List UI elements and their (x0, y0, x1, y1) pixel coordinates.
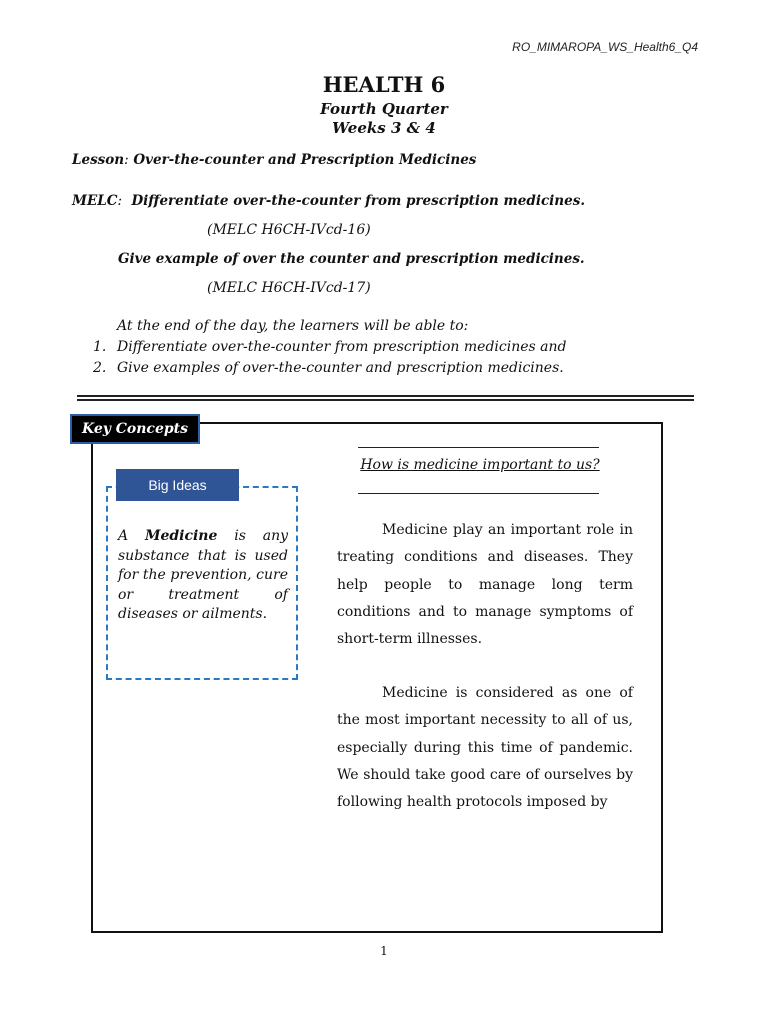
definition-term: Medicine (144, 528, 218, 544)
melc-colon: : (117, 193, 123, 209)
paragraph-1: Medicine play an important role in treating conditions and diseases. They help people to manage long term conditions and to manage symptoms of short-term illnesses. (337, 522, 633, 648)
divider-bottom (77, 399, 694, 401)
lesson-label: Lesson (72, 152, 125, 168)
page-number: 1 (380, 944, 388, 958)
lesson-line (72, 152, 476, 168)
melc-code-1: (MELC H6CH-IVcd-16) (207, 222, 371, 238)
question-rule-bottom (358, 493, 599, 494)
document-code: RO_MIMAROPA_WS_Health6_Q4 (512, 40, 698, 54)
melc-label: MELC (72, 193, 118, 209)
melc-competency-2: Give example of over the counter and prescription medicines. (118, 251, 585, 267)
key-concepts-label: Key Concepts (70, 414, 200, 444)
list-item: 1. Differentiate over-the-counter from prescription medicines and (93, 339, 567, 355)
big-ideas-label: Big Ideas (116, 469, 239, 501)
medicine-definition: A Medicine is any substance that is used for the prevention, cure or treatment of diseases or ailments. (118, 528, 288, 623)
list-item: 2. Give examples of over-the-counter and prescription medicines. (93, 360, 564, 376)
melc-line (72, 193, 585, 209)
objectives-intro: At the end of the day, the learners will be able to: (117, 318, 469, 334)
weeks-subtitle: Weeks 3 & 4 (332, 119, 436, 137)
melc-code-2: (MELC H6CH-IVcd-17) (207, 280, 371, 296)
question-rule-top (358, 447, 599, 448)
question-heading: How is medicine important to us? (360, 457, 600, 473)
objectives-list (93, 337, 566, 379)
lesson-colon: : (124, 152, 129, 168)
divider-top (77, 395, 694, 397)
melc-competency-1: Differentiate over-the-counter from prescription medicines. (131, 193, 586, 209)
paragraph-2: Medicine is considered as one of the most important necessity to all of us, especially during this time of pandemic. We should take good care of ourselves by following health protocols imposed by (337, 685, 633, 811)
page-title: HEALTH 6 (322, 72, 446, 97)
lesson-title: Over-the-counter and Prescription Medicines (133, 152, 477, 168)
quarter-subtitle: Fourth Quarter (320, 100, 448, 118)
